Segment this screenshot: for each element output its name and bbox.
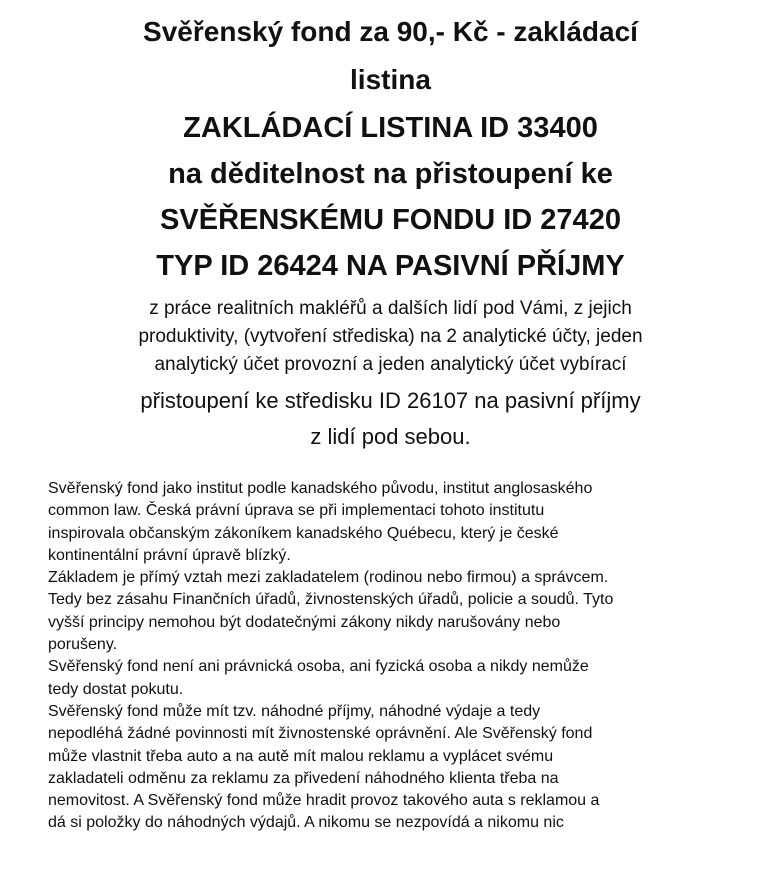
body-line: Svěřenský fond jako institut podle kanadského původu, institut anglosaského	[48, 480, 593, 497]
subtitle-line-2: produktivity, (vytvoření střediska) na 2 analytické účty, jeden	[138, 326, 643, 347]
body-line: zakladateli odměnu za reklamu za přivedení náhodného klienta třeba na	[48, 769, 559, 787]
body-line: Základem je přímý vztah mezi zakladatelem (rodinou nebo firmou) a správcem.	[48, 569, 609, 587]
body-line: kontinentální právní úpravě blízký.	[48, 546, 291, 564]
main-heading-line-3: SVĚŘENSKÉMU FONDU ID 27420	[160, 204, 621, 236]
body-line: nemovitost. A Svěřenský fond může hradit provoz takového auta s reklamou a	[48, 792, 600, 810]
body-line: tedy dostat pokutu.	[48, 680, 184, 698]
main-heading-line-4: TYP ID 26424 NA PASIVNÍ PŘÍJMY	[156, 250, 625, 282]
document-title-line-2: listina	[350, 64, 431, 95]
main-heading-line-1: ZAKLÁDACÍ LISTINA ID 33400	[183, 112, 598, 144]
subtitle-large-line-2: z lidí pod sebou.	[310, 424, 471, 449]
body-line: vyšší principy nemohou být dodatečnými zákony nikdy narušovány nebo	[48, 613, 561, 631]
main-heading-line-2: na děditelnost na přistoupení ke	[168, 158, 613, 190]
subtitle-large-line-1: přistoupení ke středisku ID 26107 na pasivní příjmy	[140, 388, 641, 413]
body-line: porušeny.	[48, 636, 118, 654]
body-line: Svěřenský fond může mít tzv. náhodné příjmy, náhodné výdaje a tedy	[48, 702, 541, 720]
subtitle-line-1: z práce realitních makléřů a dalších lidí pod Vámi, z jejich	[149, 298, 632, 319]
body-paragraphs	[48, 478, 748, 835]
body-line: dá si položky do náhodných výdajů. A nikomu se nezpovídá a nikomu nic	[48, 814, 564, 832]
body-line: může vlastnit třeba auto a na autě mít malou reklamu a vyplácet svému	[48, 747, 554, 765]
body-line: inspirovala občanským zákoníkem kanadského Québecu, který je české	[48, 524, 559, 542]
document-title-line-1: Svěřenský fond za 90,- Kč - zakládací	[143, 16, 638, 47]
body-line: Svěřenský fond není ani právnická osoba, ani fyzická osoba a nikdy nemůže	[48, 658, 589, 676]
body-line: Tedy bez zásahu Finančních úřadů, živnostenských úřadů, policie a soudů. Tyto	[48, 591, 614, 609]
body-line: common law. Česká právní úprava se při implementaci tohoto institutu	[48, 502, 545, 520]
body-line: nepodléhá žádné povinnosti mít živnostenské oprávnění. Ale Svěřenský fond	[48, 725, 593, 743]
subtitle-line-3: analytický účet provozní a jeden analytický účet vybírací	[154, 354, 627, 375]
